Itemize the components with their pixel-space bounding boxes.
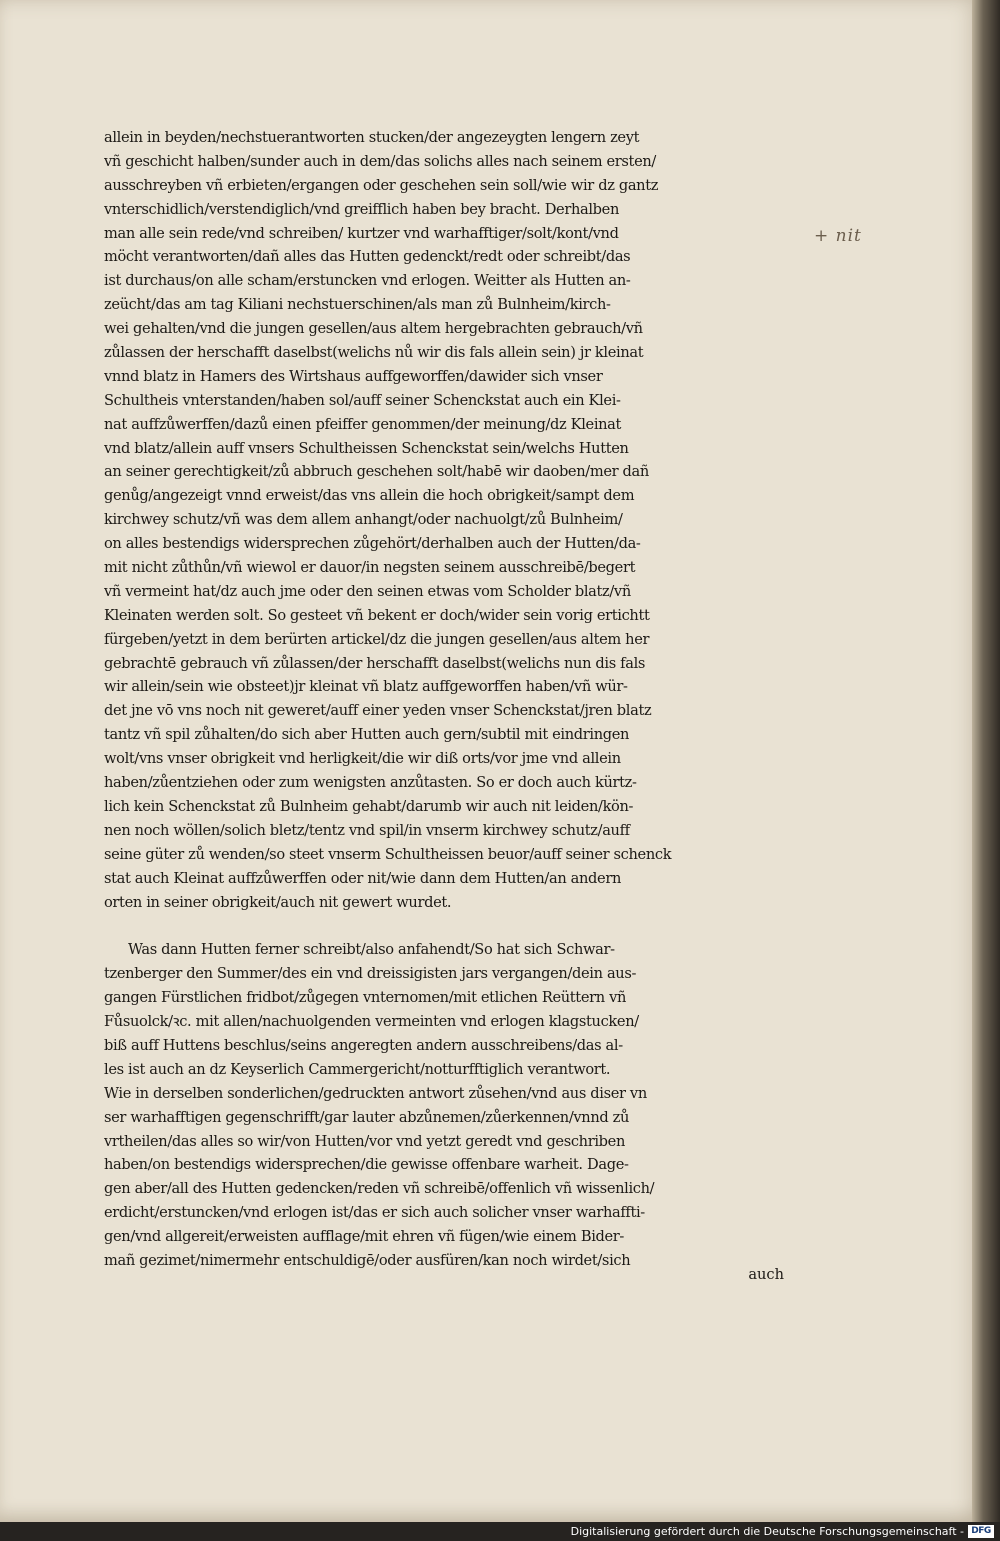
text-line: kirchwey schutz/vñ was dem allem anhangt/oder nachuolgt/zů Bulnheim/ (104, 511, 623, 529)
footer-credit: Digitalisierung gefördert durch die Deutsche Forschungsgemeinschaft - (570, 1525, 964, 1538)
text-line: tzenberger den Summer/des ein vnd dreissigisten jars vergangen/dein aus- (104, 965, 637, 983)
margin-annotation: + nit (814, 226, 862, 246)
text-line: fürgeben/yetzt in dem berürten artickel/dz die jungen gesellen/aus altem her (104, 630, 650, 648)
text-line: gen/vnd allgereit/erweisten aufflage/mit ehren vñ fügen/wie einem Bider- (104, 1228, 624, 1246)
text-line: zůlassen der herschafft daselbst(welichs nů wir dis fals allein sein) jr kleinat (104, 344, 644, 362)
text-line: det jne vō vns noch nit geweret/auff einer yeden vnser Schenckstat/jren blatz (104, 702, 652, 720)
paragraph-gap (104, 914, 784, 938)
text-line: möcht verantworten/dañ alles das Hutten gedenckt/redt oder schreibt/das (104, 248, 631, 266)
text-line: vñ geschicht halben/sunder auch in dem/das solichs alles nach seinem ersten/ (104, 152, 656, 170)
text-line: wei gehalten/vnd die jungen gesellen/aus altem hergebrachten gebrauch/vñ (104, 320, 643, 338)
text-line: allein in beyden/nechstuerantworten stucken/der angezeygten lengern zeyt (104, 129, 640, 146)
text-line: nat auffzůwerffen/dazů einen pfeiffer genommen/der meinung/dz Kleinat (104, 415, 622, 433)
text-line: gebrachtē gebrauch vñ zůlassen/der herschafft daselbst(welichs nun dis fals (104, 654, 646, 672)
text-line: ausschreyben vñ erbieten/ergangen oder geschehen sein soll/wie wir dz gantz (104, 176, 659, 194)
text-line: Fůsuolck/ꝛc. mit allen/nachuolgenden vermeinten vnd erlogen klagstucken/ (104, 1013, 639, 1031)
text-line: Wie in derselben sonderlichen/gedruckten antwort zůsehen/vnd aus diser vn (104, 1084, 647, 1102)
text-block (104, 126, 784, 1273)
text-line: Kleinaten werden solt. So gesteet vñ bekent er doch/wider sein vorig ertichtt (104, 606, 650, 624)
text-line: stat auch Kleinat auffzůwerffen oder nit/wie dann dem Hutten/an andern (104, 869, 622, 887)
dfg-logo: DFG (968, 1525, 994, 1538)
text-line: tantz vñ spil zůhalten/do sich aber Hutten auch gern/subtil mit eindringen (104, 726, 630, 744)
text-line: wir allein/sein wie obsteet)jr kleinat vñ blatz auffgeworffen haben/vñ wür- (104, 678, 628, 696)
text-line: vrtheilen/das alles so wir/von Hutten/vor vnd yetzt geredt vnd geschriben (104, 1132, 626, 1150)
text-line: Schultheis vnterstanden/haben sol/auff seiner Schenckstat auch ein Klei- (104, 391, 621, 409)
text-line: haben/on bestendigs widersprechen/die gewisse offenbare warheit. Dage- (104, 1156, 629, 1174)
text-line: haben/zůentziehen oder zum wenigsten anzůtasten. So er doch auch kürtz- (104, 774, 637, 792)
text-line: seine güter zů wenden/so steet vnserm Schultheissen beuor/auff seiner schenck (104, 845, 672, 863)
text-line: an seiner gerechtigkeit/zů abbruch geschehen solt/habē wir daoben/mer dañ (104, 463, 649, 481)
text-line: mit nicht zůthůn/vñ wiewol er dauor/in negsten seinem ausschreibē/begert (104, 559, 636, 577)
page-edge (972, 0, 1000, 1522)
text-line: gangen Fürstlichen fridbot/zůgegen vnternomen/mit etlichen Reüttern vñ (104, 989, 627, 1007)
text-line: les ist auch an dz Keyserlich Cammergericht/notturfftiglich verantwort. (104, 1060, 611, 1078)
text-line: ist durchaus/on alle scham/erstuncken vnd erlogen. Weitter als Hutten an- (104, 272, 631, 290)
text-line: genůg/angezeigt vnnd erweist/das vns allein die hoch obrigkeit/sampt dem (104, 487, 635, 505)
text-line: ser warhafftigen gegenschrifft/gar lauter abzůnemen/zůerkennen/vnnd zů (104, 1108, 630, 1126)
text-line: wolt/vns vnser obrigkeit vnd herligkeit/die wir diß orts/vor jme vnd allein (104, 750, 621, 768)
text-line: man alle sein rede/vnd schreiben/ kurtzer vnd warhafftiger/solt/kont/vnd (104, 224, 619, 242)
text-line: vnd blatz/allein auff vnsers Schultheissen Schenckstat sein/welchs Hutten (104, 439, 629, 457)
text-line: zeücht/das am tag Kiliani nechstuerschinen/als man zů Bulnheim/kirch- (104, 296, 611, 314)
text-line: vñ vermeint hat/dz auch jme oder den seinen etwas vom Scholder blatz/vñ (104, 582, 631, 600)
text-line: orten in seiner obrigkeit/auch nit gewert wurdet. (104, 893, 452, 911)
text-line: erdicht/erstuncken/vnd erlogen ist/das er sich auch solicher vnser warhaffti- (104, 1204, 645, 1222)
text-line: mañ gezimet/nimermehr entschuldigē/oder ausfüren/kan noch wirdet/sich (104, 1251, 631, 1269)
text-line: gen aber/all des Hutten gedencken/reden vñ schreibē/offenlich vñ wissenlich/ (104, 1180, 655, 1198)
text-line: vnnd blatz in Hamers des Wirtshaus auffgeworffen/dawider sich vnser (104, 367, 603, 385)
text-line: on alles bestendigs widersprechen zůgehört/derhalben auch der Hutten/da- (104, 535, 641, 553)
text-line: lich kein Schenckstat zů Bulnheim gehabt/darumb wir auch nit leiden/kön- (104, 797, 634, 815)
catchword: auch (748, 1266, 784, 1283)
text-line: nen noch wöllen/solich bletz/tentz vnd spil/in vnserm kirchwey schutz/auff (104, 821, 630, 839)
text-line: vnterschidlich/verstendiglich/vnd greifflich haben bey bracht. Derhalben (104, 200, 620, 218)
text-line: biß auff Huttens beschlus/seins angeregten andern ausschreibens/das al- (104, 1036, 623, 1054)
paragraph-1 (104, 126, 784, 914)
paragraph-2 (104, 938, 784, 1272)
text-line: Was dann Hutten ferner schreibt/also anfahendt/So hat sich Schwar- (128, 941, 615, 959)
footer-bar (0, 1522, 1000, 1541)
